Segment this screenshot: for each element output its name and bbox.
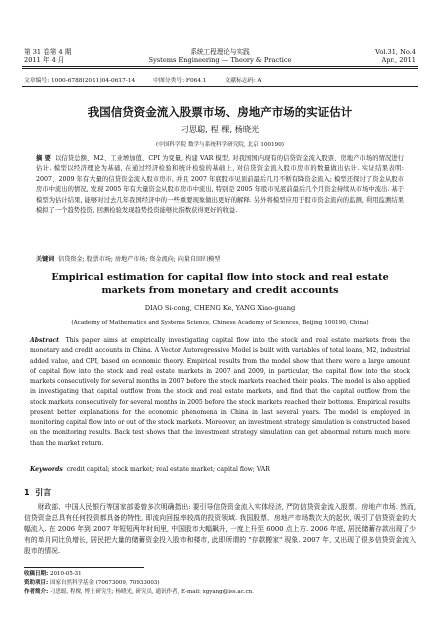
author-label: 作者简介:	[24, 589, 49, 595]
received-label: 收稿日期:	[24, 571, 49, 577]
fund-text: 国家自然科学基金 (70673009, 70933003)	[49, 580, 160, 586]
author-text: 刁思聪, 程棵, 博士研究生; 杨晓光, 研究员, 通讯作者, E-mail: xgyang@iss.ac.cn.	[49, 589, 254, 595]
article-meta	[24, 75, 416, 84]
header-right	[375, 48, 416, 64]
affiliation-en: (Academy of Mathematics and Systems Science, Chinese Academy of Sciences, Beijing 100190, China)	[71, 320, 369, 326]
journal-name-en: Systems Engineering — Theory & Practice	[148, 56, 292, 64]
header-rule	[22, 66, 418, 67]
fund-label: 资助项目:	[24, 580, 49, 586]
abstract-en-label: Abstract	[30, 337, 59, 344]
abstract-cn	[36, 154, 404, 216]
footnote-received	[24, 570, 416, 578]
article-number: 文章编号: 1000-6788(2011)04-0617-14	[24, 78, 136, 84]
affiliation-cn: (中国科学院 数学与系统科学研究院, 北京 100190)	[156, 142, 284, 148]
footnote-author	[24, 588, 416, 596]
footnote-rule	[24, 567, 144, 568]
abstract-en-text: This paper aims at empirically investigating capital flow into the stock and real estate markets from the monetary and credit accounts in China. A Vector Autoregressive Model is built with variables of total loans, M2, industrial added value, and CPI, based on economic theory. Empirical results from the model show that there were a large amount of capital flow into the stock and real estate markets in 2007 and 2009, in particular, the capital flow into the stock markets consecutively for several months in 2007 before the stock markets reached their peaks. The model is also applied in investigating that capital outflow from the stock and real estate markets, and find that the capital outflow from the stock markets consecutively for several months in 2005 before the stock markets reached their bottoms. Empirical results present better explanations for the economic phenomena in China in last several years. The model is employed in monitoring capital flow into or out of the stock markets. Moreover, an investment strategy simulation is constructed based on the monitoring results. Back test shows that the investment strategy simulation can get abnormal return much more than the market return.	[30, 337, 410, 447]
classification-number: 中图分类号: F064.1	[153, 78, 207, 84]
keywords-en-text: credit capital; stock market; real estate market; capital flow; VAR	[66, 466, 270, 473]
journal-name-cn: 系统工程理论与实践	[190, 48, 250, 56]
keywords-en-label: Keywords	[30, 466, 63, 473]
section-title: 引言	[35, 488, 52, 497]
keywords-cn	[36, 254, 404, 263]
abstract-cn-text: 以信贷总额、M2、工业增加值、CPI 为变量, 构建 VAR 模型, 对我国国内现有的信贷资金流入股票、房地产市场的情况进行估计. 模型以经济理论为基础, 在通过经济检验和统计检验的基础上, 对信贷资金流入股市房市的数量做出估计. 实证结果表明: 2007、2009 年有大量的信贷资金流入股市房市, 并且 2007 年底股市见顶前最后几月不断有降资金流入; 模型还探讨了资金从股市房市中流出的情况, 发现 2005 年有大量资金从股市房市中流出, 特别是 2005 年股市见底前最后几个月资金持续从市场中流出. 基于模型为估计结果, 能够对过去几年我国经济中的一些重要现象做出更好的解释. 另外将模型应用于股市资金流向的监测, 利用监测结果模拟了一个趋势投资, 回测检验发现趋势投资能够比指数获得更好的收益.	[36, 155, 404, 215]
issue-date-en: Apr., 2011	[381, 56, 416, 64]
issue-date: 2011 年 4 月	[24, 56, 65, 64]
document-code: 文献标志码: A	[224, 78, 262, 84]
header-rule-thin	[22, 68, 418, 69]
section-number: 1	[24, 488, 30, 497]
title-cn: 我国信贷资金流入股票市场、房地产市场的实证估计	[87, 105, 353, 119]
header-center	[0, 48, 440, 64]
abstract-en	[30, 336, 410, 449]
keywords-cn-text: 信贷资金; 股票市场; 房地产市场; 资金流向; 向量自回归模型	[58, 256, 221, 263]
title-en: Empirical estimation for capital flow into stock and real estate markets from monetary and credit accounts	[51, 272, 389, 296]
section-heading	[24, 487, 51, 498]
footnote-fund	[24, 579, 416, 587]
volume-issue: 第 31 卷第 4 期	[24, 48, 72, 56]
meta-rule	[22, 86, 418, 87]
volume-issue-en: Vol.31, No.4	[375, 48, 416, 56]
keywords-cn-label: 关键词	[36, 256, 55, 263]
keywords-en	[30, 466, 410, 473]
abstract-cn-label: 摘 要	[36, 155, 51, 162]
received-date: 2010-05-31	[49, 571, 82, 577]
body-paragraph: 财政部、中国人民银行等国家部委曾多次明确指出: 要引导信贷资金流入实体经济, 严防信贷资金流入股票、房地产市场. 然而, 信贷资金总具有任何投资都具备的特性, 即流向回报率较高的投资领域. 我国股票、房地产市场数次大的起伏, 吸引了信贷资金的大幅流入. 在 2006 年到 2007 年短短两年时间里, 中国股市大幅飙升, 一度上升至 6000 点上方. 2006 年底, 居民储蓄存款出现了少有的单月同比负增长, 居民把大量的储蓄资金投入股市和楼市, 此即所谓的 "存款搬家" 现象. 2007 年, 又出现了很多信贷资金流入股市的情况.	[24, 503, 416, 555]
authors-en: DIAO Si-cong, CHENG Ke, YANG Xiao-guang	[144, 304, 296, 312]
authors-cn: 刁思聪, 程 棵, 杨晓光	[180, 124, 260, 134]
